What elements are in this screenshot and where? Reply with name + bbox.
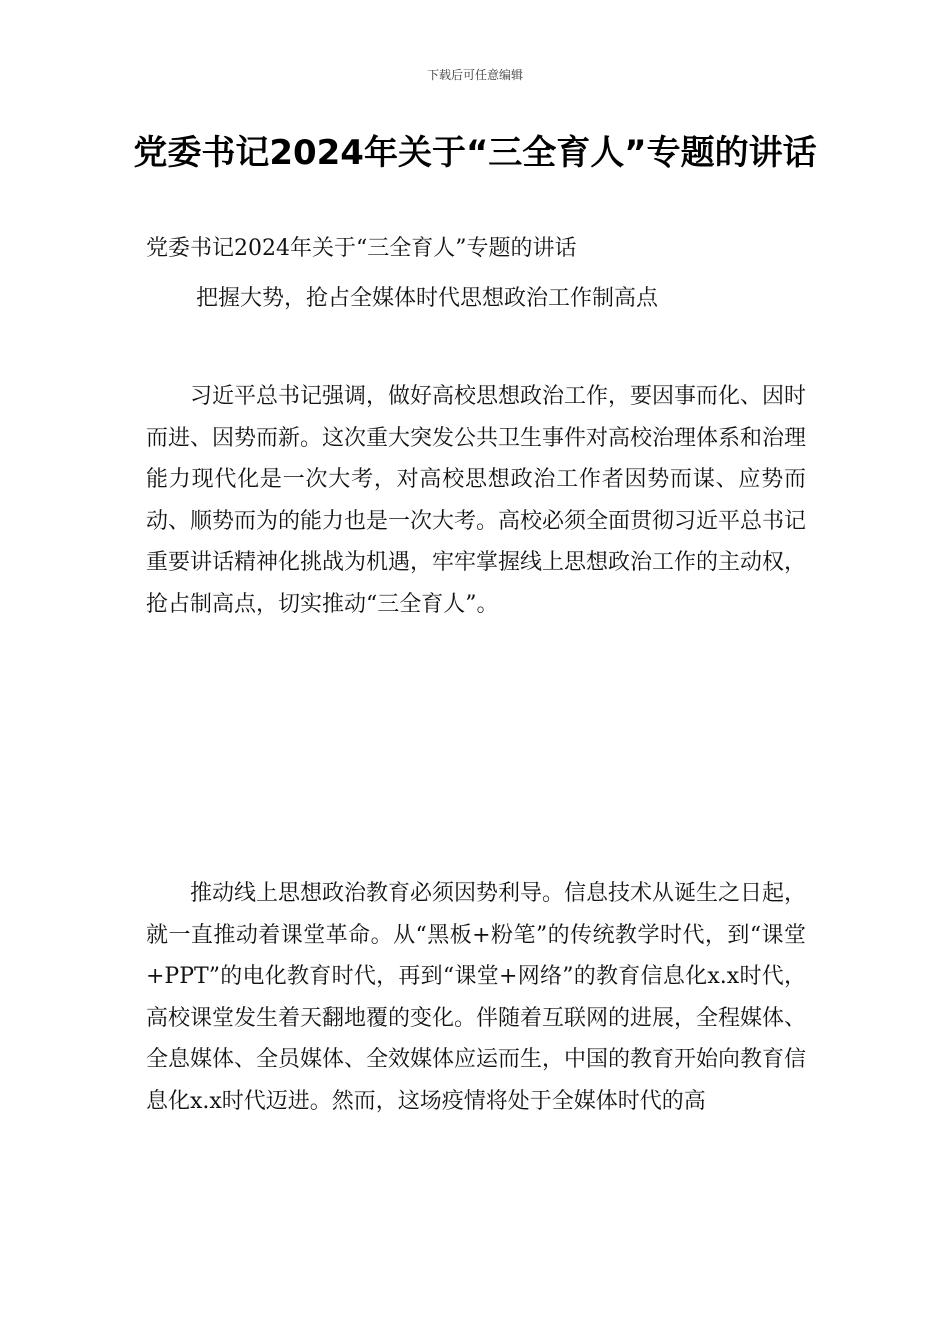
page-header-note: 下载后可任意编辑 — [426, 68, 523, 82]
body-paragraph: 推动线上思想政治教育必须因势利导。信息技术从诞生之日起，就一直推动着课堂革命。从“黑板+粉笔”的传统教学时代，到“课堂+PPT”的电化教育时代，再到“课堂+网络”的教育信息化x.x时代，高校课堂发生着天翻地覆的变化。伴随着互联网的进展，全程媒体、全息媒体、全员媒体、全效媒体应运而生，中国的教育开始向教育信息化x.x时代迈进。然而，这场疫情将处于全媒体时代的高 — [146, 881, 807, 1114]
document-title: 党委书记2024年关于“三全育人”专题的讲话 — [133, 133, 817, 173]
section-heading: 把握大势，抢占全媒体时代思想政治工作制高点 — [196, 286, 659, 311]
document-subtitle: 党委书记2024年关于“三全育人”专题的讲话 — [146, 236, 577, 261]
body-paragraph: 习近平总书记强调，做好高校思想政治工作，要因事而化、因时而进、因势而新。这次重大突发公共卫生事件对高校治理体系和治理能力现代化是一次大考，对高校思想政治工作者因势而谋、应势而动、顺势而为的能力也是一次大考。高校必须全面贯彻习近平总书记重要讲话精神化挑战为机遇，牢牢掌握线上思想政治工作的主动权，抢占制高点，切实推动“三全育人”。 — [146, 384, 807, 617]
